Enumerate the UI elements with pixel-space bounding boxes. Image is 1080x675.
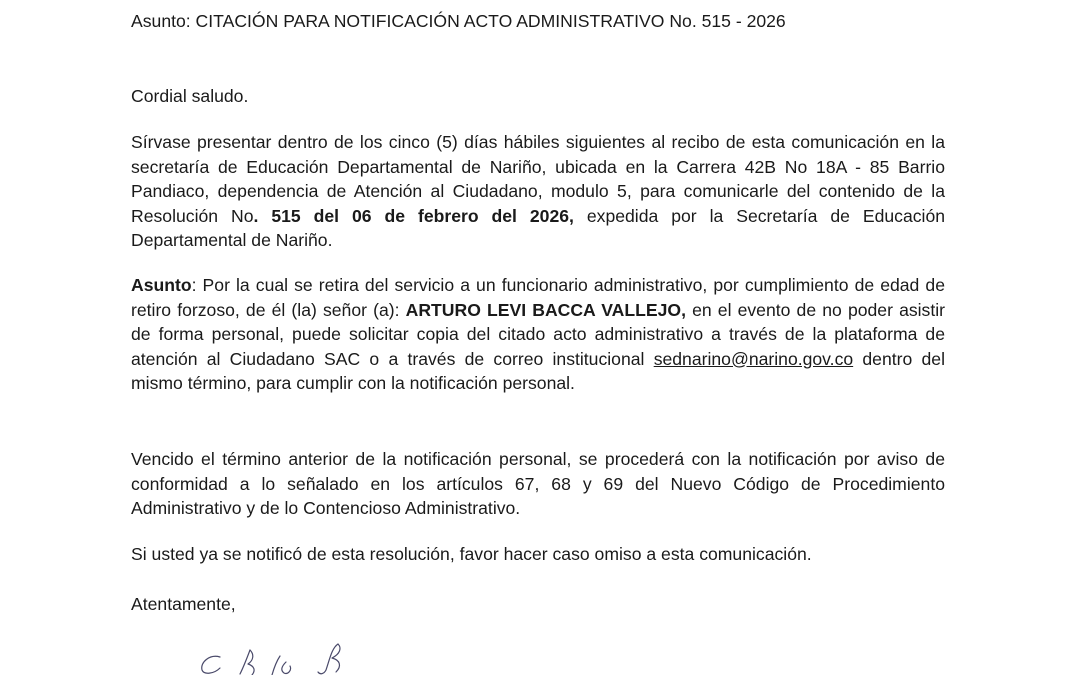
paragraph-subject-text-mid: en el evento de no poder asistir de forma personal, puede solicitar copia del citado acto administrativo a través de la plataforma de atención al Ciudadano SAC o a través de correo institucional bbox=[131, 299, 946, 369]
closing: Atentamente, bbox=[131, 594, 236, 614]
email-link[interactable]: sednarino@narino.gov.co bbox=[653, 348, 854, 369]
subject-line: Asunto: CITACIÓN PARA NOTIFICACIÓN ACTO ADMINISTRATIVO No. 515 - 2026 bbox=[131, 11, 786, 31]
letter-page bbox=[131, 0, 945, 675]
person-name: ARTURO LEVI BACCA VALLEJO, bbox=[405, 299, 686, 320]
paragraph-summons-text-end: expedida por la Secretaría de Educación Departamental de Nariño. bbox=[131, 205, 946, 250]
paragraph-disregard: Si usted ya se notificó de esta resolución, favor hacer caso omiso a esta comunicación. bbox=[131, 544, 812, 564]
paragraph-summons-text: Sírvase presentar dentro de los cinco (5) días hábiles siguientes al recibo de esta comunicación en la secretaría de Educación Departamental de Nariño, ubicada en la Carrera 42B No 18A - 85 Barrio Pandiaco, dependencia de Atención al Ciudadano, modulo 5, para comunicarle del contenido de la Resolución No bbox=[131, 132, 945, 226]
signature-image bbox=[192, 640, 362, 675]
paragraph-notice: Vencido el término anterior de la notificación personal, se procederá con la notificación por aviso de conformidad a lo señalado en los artículos 67, 68 y 69 del Nuevo Código de Procedimiento Administrativo y de lo Contencioso Administrativo. bbox=[131, 449, 945, 518]
greeting: Cordial saludo. bbox=[131, 86, 249, 106]
paragraph-subject-text-end: dentro del mismo término, para cumplir con la notificación personal. bbox=[131, 348, 945, 393]
subject-label: Asunto bbox=[131, 275, 192, 295]
paragraph-subject-text: : Por la cual se retira del servicio a un funcionario administrativo, por cumplimiento de edad de retiro forzoso, de él (la) señor (a): bbox=[131, 275, 945, 320]
paragraph-summons bbox=[131, 130, 945, 253]
paragraph-subject bbox=[131, 273, 945, 396]
resolution-reference: . 515 del 06 de febrero del 2026, bbox=[253, 205, 574, 226]
